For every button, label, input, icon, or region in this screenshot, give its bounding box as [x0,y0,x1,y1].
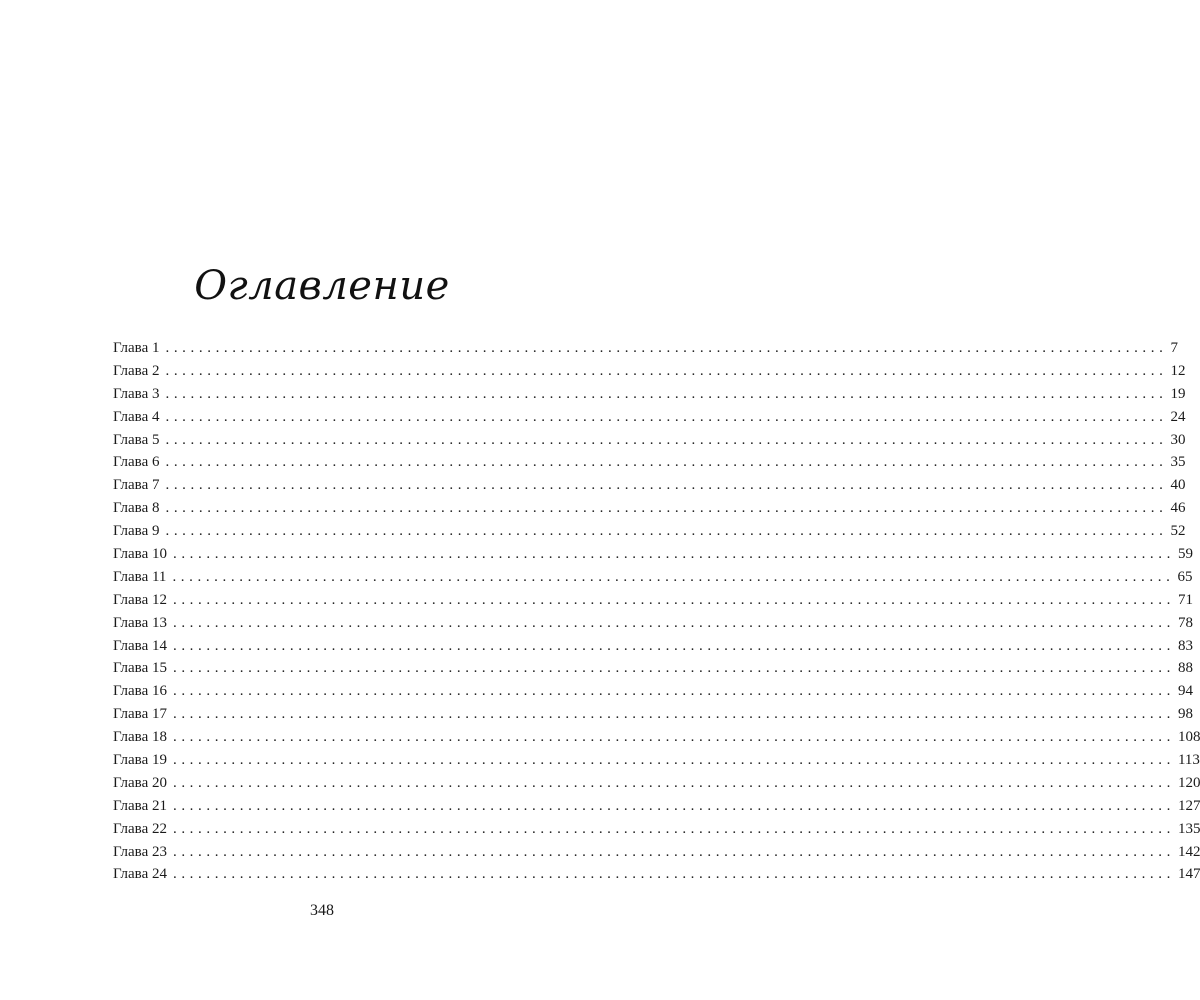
toc-entry-label: Глава 9 [113,523,160,540]
dot-leader: ........................................................................................................................ [172,729,1175,746]
toc-entry-label: Глава 6 [113,454,160,471]
toc-entry-page: 30 [1170,431,1186,448]
toc-entry-page: 127 [1177,797,1200,814]
toc-entry-page: 108 [1177,729,1200,746]
toc-entry-label: Глава 13 [113,614,167,631]
dot-leader: ........................................................................................................................ [165,431,1168,448]
dot-leader: ........................................................................................................................ [172,706,1175,723]
toc-entry-label: Глава 20 [113,774,167,791]
toc-entry-4[interactable] [113,406,1186,429]
dot-leader: ........................................................................................................................ [165,340,1168,356]
dot-leader: ........................................................................................................................ [172,797,1175,814]
toc-entry-page: 142 [1177,843,1200,860]
dot-leader: ........................................................................................................................ [172,660,1175,677]
dot-leader: ........................................................................................................................ [172,843,1175,860]
toc-entry-6[interactable] [113,451,1186,474]
toc-entry-20[interactable] [113,772,1200,795]
toc-entry-page: 147 [1177,866,1200,883]
toc-entry-page: 94 [1177,683,1193,700]
dot-leader: ........................................................................................................................ [165,362,1168,379]
toc-entry-23[interactable] [113,841,1200,864]
toc-entry-label: Глава 5 [113,431,160,448]
dot-leader: ........................................................................................................................ [165,500,1168,517]
toc-entry-22[interactable] [113,818,1200,841]
toc-entry-15[interactable] [113,657,1193,680]
table-of-contents [113,337,1200,886]
toc-entry-16[interactable] [113,680,1193,703]
toc-entry-page: 120 [1177,774,1200,791]
toc-entry-page: 40 [1170,477,1186,494]
toc-entry-label: Глава 10 [113,546,167,563]
toc-entry-page: 113 [1177,752,1200,769]
toc-entry-11[interactable] [113,566,1193,589]
toc-entry-label: Глава 11 [113,568,167,585]
toc-entry-page: 24 [1170,408,1186,425]
toc-entry-2[interactable] [113,360,1186,383]
toc-entry-18[interactable] [113,726,1200,749]
toc-entry-12[interactable] [113,589,1193,612]
toc-entry-page: 98 [1177,706,1193,723]
toc-entry-24[interactable] [113,863,1200,886]
dot-leader: ........................................................................................................................ [165,408,1168,425]
toc-entry-page: 7 [1170,340,1178,356]
dot-leader: ........................................................................................................................ [165,385,1168,402]
dot-leader: ........................................................................................................................ [172,637,1175,654]
toc-entry-label: Глава 21 [113,797,167,814]
toc-entry-label: Глава 2 [113,362,160,379]
dot-leader: ........................................................................................................................ [172,591,1175,608]
toc-entry-label: Глава 1 [113,340,160,356]
toc-entry-label: Глава 22 [113,820,167,837]
dot-leader: ........................................................................................................................ [165,454,1168,471]
toc-entry-page: 12 [1170,362,1186,379]
toc-entry-label: Глава 15 [113,660,167,677]
dot-leader: ........................................................................................................................ [172,752,1175,769]
toc-entry-label: Глава 12 [113,591,167,608]
toc-entry-page: 71 [1177,591,1193,608]
toc-entry-17[interactable] [113,703,1193,726]
toc-entry-3[interactable] [113,383,1186,406]
toc-entry-7[interactable] [113,474,1186,497]
toc-entry-label: Глава 14 [113,637,167,654]
toc-entry-label: Глава 24 [113,866,167,883]
toc-entry-page: 135 [1177,820,1200,837]
dot-leader: ........................................................................................................................ [172,820,1175,837]
toc-entry-10[interactable] [113,543,1193,566]
toc-entry-page: 52 [1170,523,1186,540]
page-title: Оглавление [194,263,450,309]
page-number: 348 [310,902,334,919]
dot-leader: ........................................................................................................................ [172,683,1175,700]
toc-entry-9[interactable] [113,520,1186,543]
dot-leader: ........................................................................................................................ [165,477,1168,494]
toc-entry-page: 88 [1177,660,1193,677]
toc-entry-label: Глава 8 [113,500,160,517]
toc-entry-label: Глава 7 [113,477,160,494]
toc-entry-label: Глава 23 [113,843,167,860]
toc-entry-5[interactable] [113,429,1186,452]
toc-entry-label: Глава 4 [113,408,160,425]
toc-entry-14[interactable] [113,635,1193,658]
toc-entry-page: 35 [1170,454,1186,471]
dot-leader: ........................................................................................................................ [172,546,1175,563]
toc-entry-1[interactable] [113,337,1178,360]
toc-entry-page: 46 [1170,500,1186,517]
toc-entry-21[interactable] [113,795,1200,818]
dot-leader: ........................................................................................................................ [172,866,1175,883]
toc-entry-page: 59 [1177,546,1193,563]
toc-entry-label: Глава 17 [113,706,167,723]
dot-leader: ........................................................................................................................ [172,774,1175,791]
toc-entry-page: 65 [1177,568,1193,585]
dot-leader: ........................................................................................................................ [172,614,1175,631]
toc-entry-19[interactable] [113,749,1200,772]
dot-leader: ........................................................................................................................ [172,568,1175,585]
dot-leader: ........................................................................................................................ [165,523,1168,540]
toc-entry-label: Глава 16 [113,683,167,700]
toc-entry-label: Глава 3 [113,385,160,402]
toc-entry-page: 83 [1177,637,1193,654]
toc-entry-page: 78 [1177,614,1193,631]
toc-entry-page: 19 [1170,385,1186,402]
toc-entry-13[interactable] [113,612,1193,635]
toc-entry-8[interactable] [113,497,1186,520]
toc-entry-label: Глава 18 [113,729,167,746]
toc-entry-label: Глава 19 [113,752,167,769]
